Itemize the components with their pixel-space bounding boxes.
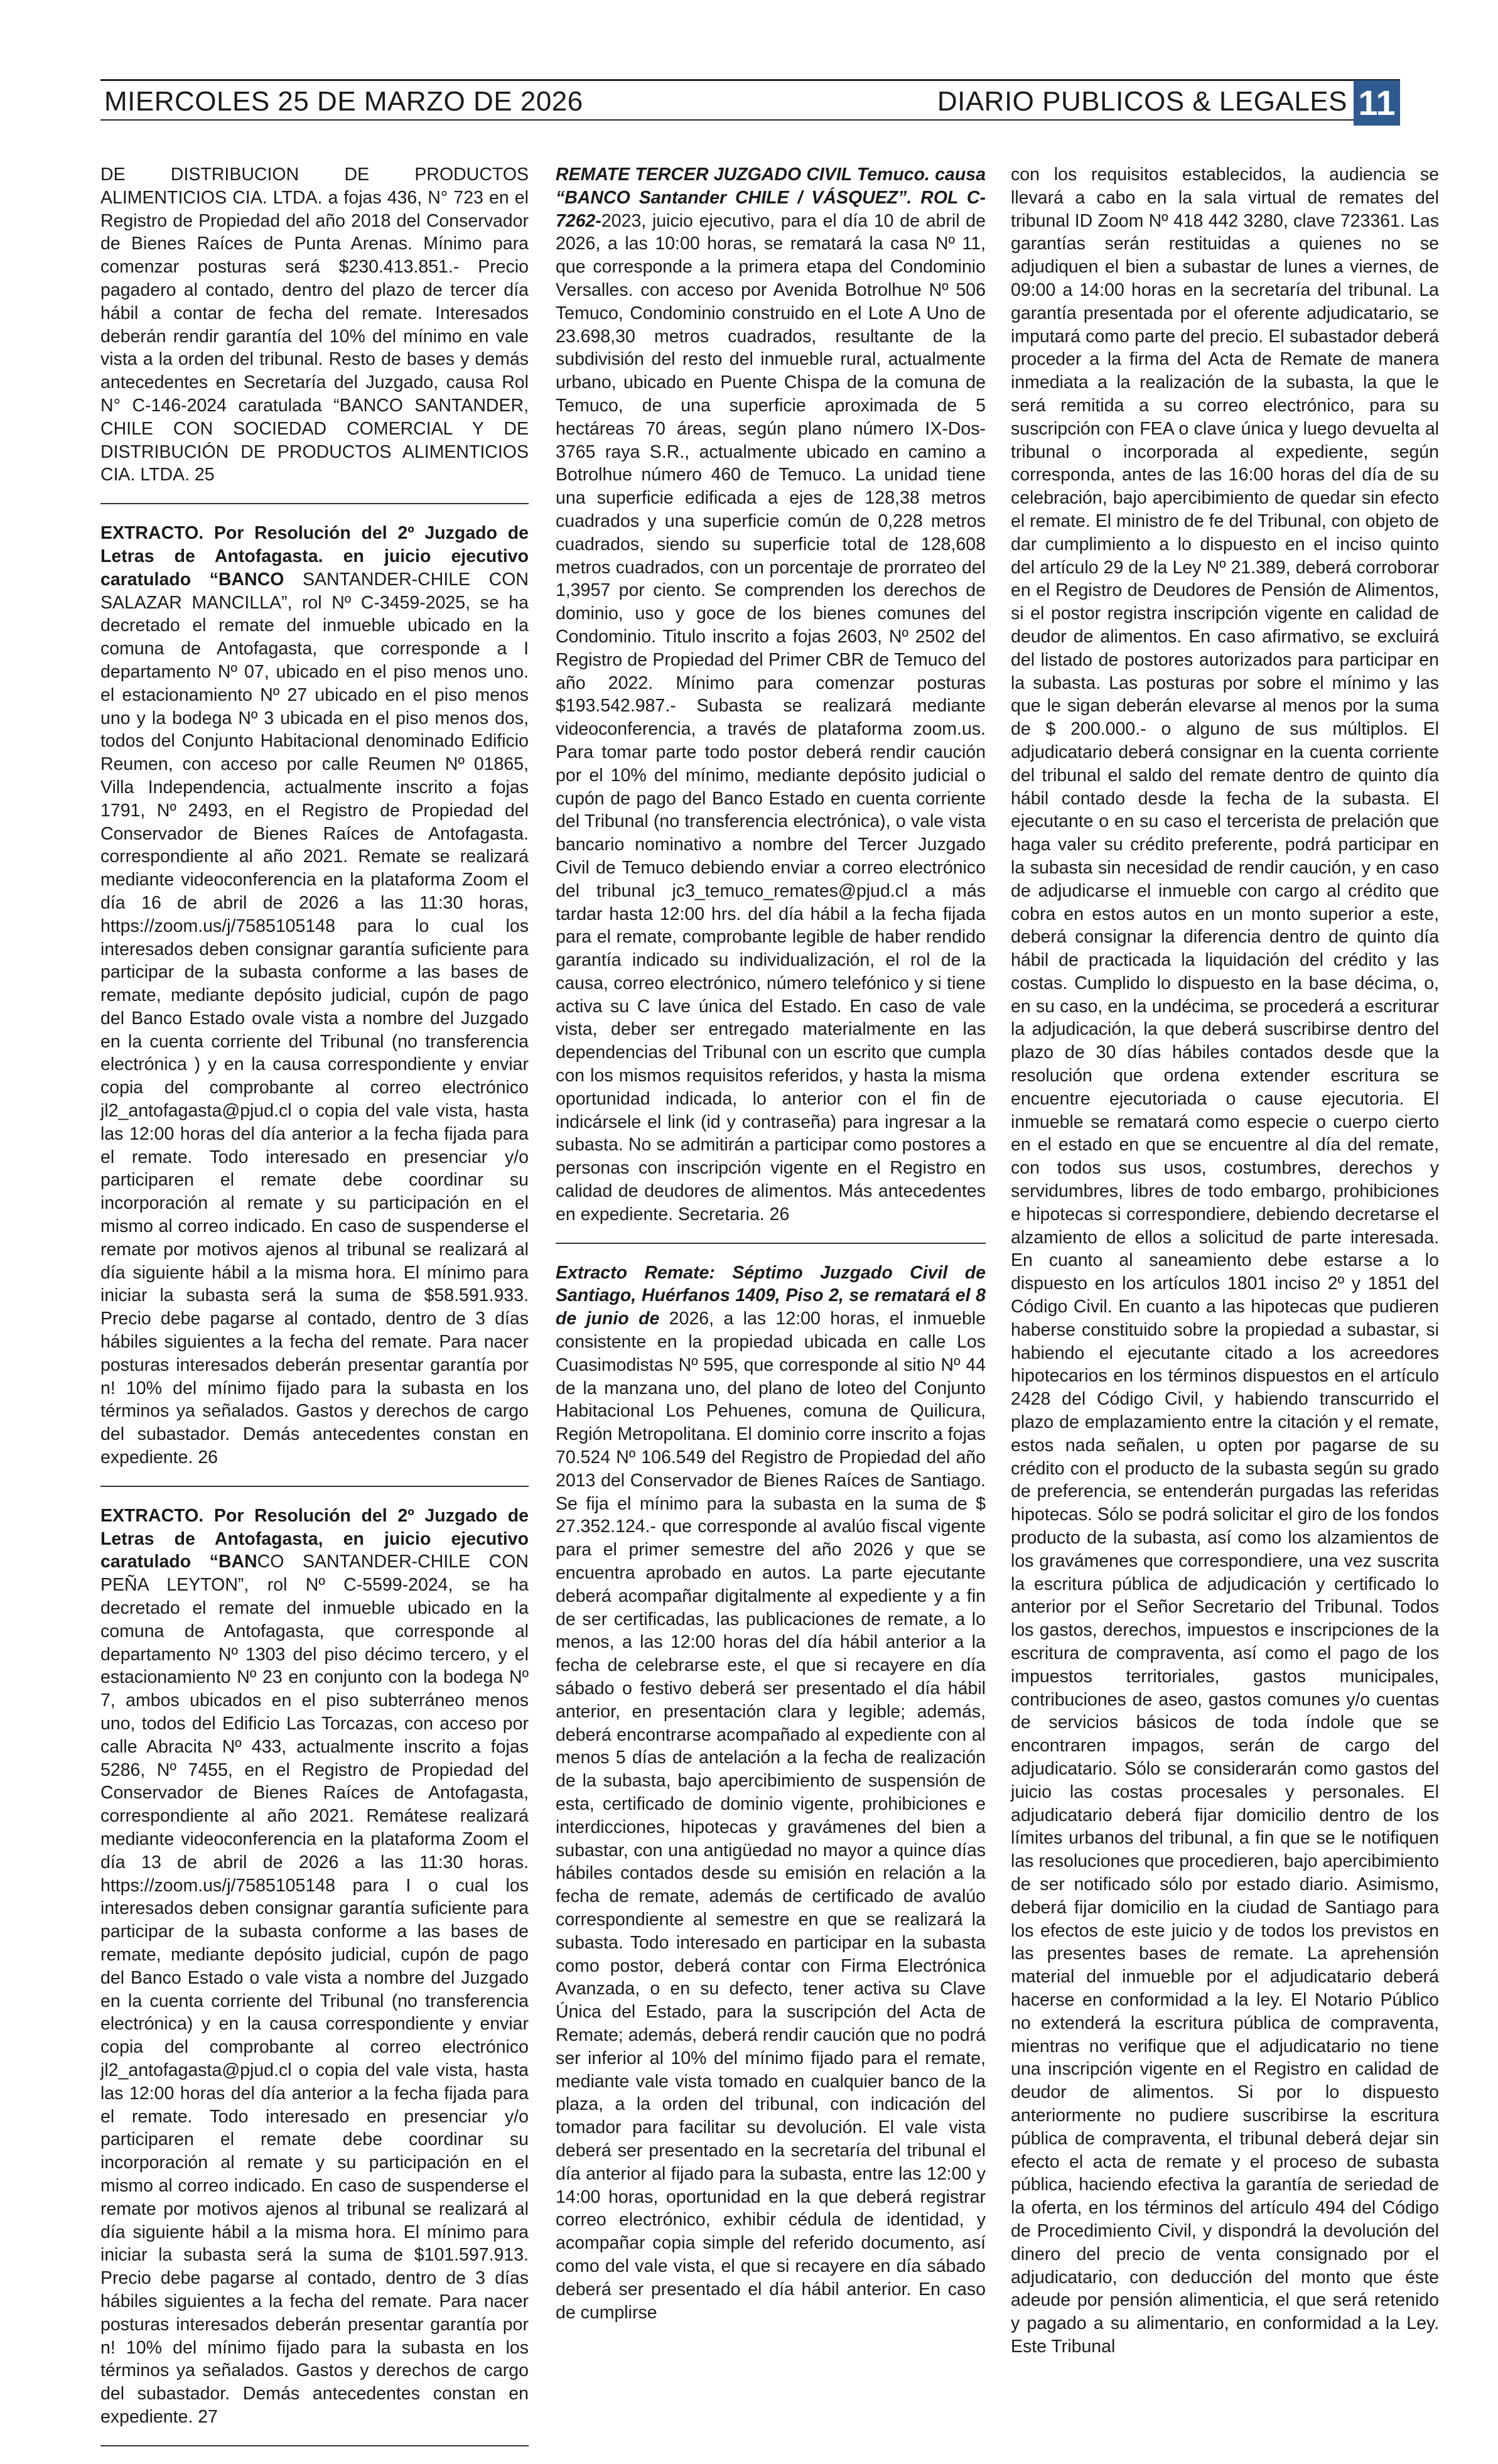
legal-notice — [100, 1505, 529, 2429]
notice-heading: Extracto Remate: Séptimo Juzgado Civil de Santiago, Huérfanos 1409, Piso 2, se rematará el 8 de junio de — [556, 1262, 986, 1329]
header-top-rule — [100, 79, 1400, 81]
notice-divider — [100, 503, 529, 504]
notice-body: 2026, a las 12:00 horas, el inmueble consistente en la propiedad ubicada en calle Los Cuasimodistas Nº 595, que corresponde al sitio Nº 44 de la manzana uno, del plano de loteo del Conjunto Habitacional Los Pehuenes, comuna de Quilicura, Región Metropolitana. El dominio corre inscrito a fojas 70.524 Nº 106.549 del Registro de Propiedad del año 2013 del Conservador de Bienes Raíces de Santiago. Se fija el mínimo para la subasta en la suma de $ 27.352.124.- que corresponde al avalúo fiscal vigente para el primer semestre del año 2026 y que se encuentra aprobado en autos. La parte ejecutante deberá acompañar digitalmente al expediente y a fin de ser certificadas, las publicaciones de remate, a lo menos, a las 12:00 horas del día hábil anterior a la fecha de celebrarse este, el que si recayere en día sábado o festivo deberá ser presentado el día hábil anterior, en presentación clara y legible; además, deberá encontrarse acompañado al expediente con al menos 5 días de antelación a la fecha de realización de la subasta, bajo apercibimiento de suspensión de esta, certificado de dominio vigente, prohibiciones e interdicciones, hipotecas y gravámenes del bien a subastar, con una antigüedad no mayor a quince días hábiles contados desde su emisión en relación a la fecha de remate, además de certificado de avalúo correspondiente al semestre en que se realizará la subasta. Todo interesado en participar en la subasta como postor, deberá contar con Firma Electrónica Avanzada, o en su defecto, tener activa su Clave Única del Estado, para la suscripción del Acta de Remate; además, deberá rendir caución que no podrá ser inferior al 10% del mínimo fijado para el remate, mediante vale vista tomado en cualquier banco de la plaza, a la orden del tribunal, con indicación del tomador para facilitar su devolución. El vale vista deberá ser presentado en la secretaría del tribunal el día anterior al fijado para la subasta, entre las 12:00 y 14:00 horas, oportunidad en la que deberá registrar correo electrónico, exhibir cédula de identidad, y acompañar copia simple del referido documento, así como del vale vista, el que si recayere en día sábado deberá ser presentado el día hábil anterior. En caso de cumplirse — [556, 1309, 986, 2323]
notice-text — [100, 1505, 529, 2429]
notice-body: con los requisitos establecidos, la audiencia se llevará a cabo en la sala virtual de remates del tribunal ID Zoom Nº 418 442 3280, clave 723361. Las garantías serán restituidas a quienes no se adjudiquen el bien a subastar de lunes a viernes, de 09:00 a 14:00 horas en la secretaría del tribunal. La garantía presentada por el oferente adjudicatario, se imputará como parte del precio. El subastador deberá proceder a la firma del Acta de Remate de manera inmediata a la realización de la subasta, la que le será remitida a su correo electrónico, para su suscripción con FEA o clave única y luego devuelta al tribunal o incorporada al expediente, según corresponda, antes de las 16:00 horas del día de su celebración, bajo apercibimiento de quedar sin efecto el remate. El ministro de fe del Tribunal, con objeto de dar cumplimiento a lo dispuesto en el inciso quinto del artículo 29 de la Ley Nº 21.389, deberá corroborar en el Registro de Deudores de Pensión de Alimentos, si el postor registra inscripción vigente en calidad de deudor de alimentos. En caso afirmativo, se excluirá del listado de postores autorizados para participar en la subasta. Las posturas por sobre el mínimo y las que le sigan deberán elevarse al menos por la suma de $ 200.000.- o alguno de sus múltiplos. El adjudicatario deberá consignar en la cuenta corriente del tribunal el saldo del remate dentro de quinto día hábil contado desde la fecha de la subasta. El ejecutante o en su caso el tercerista de prelación que haga valer su crédito preferente, podrá participar en la subasta sin necesidad de rendir caución, y en caso de adjudicarse el inmueble con cargo al crédito que cobra en estos autos en un monto superior a este, deberá consignar la diferencia dentro de quinto día hábil de practicada la liquidación del crédito y las costas. Cumplido lo dispuesto en la base décima, o, en su caso, en la undécima, se procederá a escriturar la adjudicación, la que deberá suscribirse dentro del plazo de 30 días hábiles contados desde que la resolución que ordena extender escritura se encuentre ejecutoriada o cause ejecutoria. El inmueble se rematará como especie o cuerpo cierto en el estado en que se encuentre al día del remate, con todos sus usos, costumbres, derechos y servidumbres, libres de todo embargo, prohibiciones e hipotecas si correspondiere, debiendo decretarse el alzamiento de ellos a solicitud de parte interesada. En cuanto al saneamiento debe estarse a lo dispuesto en los artículos 1801 inciso 2º y 1851 del Código Civil. En cuanto a las hipotecas que pudieren haberse constituido sobre la propiedad a subastar, si habiendo el ejecutante citado a los acreedores hipotecarios en los términos dispuestos en el artículo 2428 del Código Civil, y habiendo transcurrido el plazo de emplazamiento entre la citación y el remate, estos nada señalen, u opten por pagarse de su crédito con el producto de la subasta según su grado de preferencia, se entenderán purgadas las referidas hipotecas. Sólo se podrá solicitar el giro de los fondos producto de la subasta, así como los alzamientos de los gravámenes que correspondiere, una vez suscrita la escritura pública de adjudicación y certificado lo anterior por el Señor Secretario del Tribunal. Todos los gastos, derechos, impuestos e inscripciones de la escritura de compraventa, así como el pago de los impuestos territoriales, gastos municipales, contribuciones de aseo, gastos comunes y/o cuentas de servicios básicos de toda índole que se encontraren impagos, serán de cargo del adjudicatario. Sólo se considerarán como gastos del juicio las costas procesales y personales. El adjudicatario deberá fijar domicilio dentro de los límites urbanos del tribunal, a fin que se le notifiquen las resoluciones que procedieren, bajo apercibimiento de ser notificado sólo por estado diario. Asimismo, deberá fijar domicilio en la ciudad de Santiago para los efectos de este juicio y de todos los previstos en las presentes bases de remate. La aprehensión material del inmueble por el adjudicatario deberá hacerse en conformidad a la ley. El Notario Público no extenderá la escritura pública de compraventa, mientras no verifique que el adjudicatario no tiene una inscripción vigente en el Registro en calidad de deudor de alimentos. Si por lo dispuesto anteriormente no pudiere suscribirse la escritura pública de compraventa, el tribunal deberá dejar sin efecto el acta de remate y el proceso de subasta pública, haciendo efectiva la garantía de seriedad de la oferta, en los términos del artículo 494 del Código de Procedimiento Civil, y dispondrá la devolución del dinero del precio de venta consignado por el adjudicatario, con deducción del monto que éste adeude por pensión alimenticia, el que será retenido y pagado a su alimentario, en conformidad a la Ley. Este Tribunal — [1011, 165, 1439, 2357]
notice-divider — [100, 1486, 529, 1487]
notice-text — [556, 163, 986, 1226]
legal-notice — [100, 522, 529, 1469]
notice-text — [100, 522, 529, 1469]
notice-body: CO SANTANDER-CHILE CON PEÑA LEYTON”, rol Nº C-5599-2024, se ha decretado el remate del inmueble ubicado en la comuna de Antofagasta, que corresponde al departamento Nº 1303 del piso décimo tercero, y el estacionamiento Nº 23 en conjunto con la bodega Nº 7, ambos ubicados en el piso subterráneo menos uno, todos del Edificio Las Torcazas, con acceso por calle Abracita Nº 433, actualmente inscrito a fojas 5286, Nº 7455, en el Registro de Propiedad del Conservador de Bienes Raíces de Antofagasta, correspondiente al año 2021. Remátese realizará mediante videoconferencia en la plataforma Zoom el día 13 de abril de 2026 a las 11:30 horas. https://zoom.us/j/7585105148 para I o cual los interesados deben consignar garantía suficiente para participar de la subasta conforme a las bases de remate, mediante depósito judicial, cupón de pago del Banco Estado o vale vista a nombre del Juzgado en la cuenta corriente del Tribunal (no transferencia electrónica) y en la causa correspondiente y enviar copia del comprobante al correo electrónico jl2_antofagasta@pjud.cl o copia del vale vista, hasta las 12:00 horas del día anterior a la fecha fijada para el remate. Todo interesado en presenciar y/o participaren el remate debe coordinar su incorporación al remate y su participación en el mismo al correo indicado. En caso de suspenderse el remate por motivos ajenos al tribunal se realizará al día siguiente hábil a la misma hora. El mínimo para iniciar la subasta será la suma de $101.597.913. Precio debe pagarse al contado, dentro de 3 días hábiles siguientes a la fecha del remate. Para nacer posturas interesados deberán presentar garantía por n! 10% del mínimo fijado para la subasta en los términos ya señalados. Gastos y derechos de cargo del subastador. Demás antecedentes constan en expediente. 27 — [100, 1552, 529, 2427]
legal-notice — [556, 163, 986, 1226]
notice-heading: EXTRACTO. Por Resolución del 2º Juzgado de Letras de Antofagasta. en juicio ejecutivo caratulado “BANCO — [100, 523, 529, 590]
header-date: MIERCOLES 25 DE MARZO DE 2026 — [104, 86, 583, 117]
publication-name: DIARIO PUBLICOS & LEGALES — [937, 86, 1347, 117]
header-bottom-rule — [100, 119, 1360, 121]
notice-divider — [556, 1243, 986, 1244]
column-1 — [100, 163, 529, 2464]
notice-body: DE DISTRIBUCION DE PRODUCTOS ALIMENTICIOS CIA. LTDA. a fojas 436, N° 723 en el Registro de Propiedad del año 2018 del Conservador de Bienes Raíces de Punta Arenas. Mínimo para comenzar posturas será $230.413.851.- Precio pagadero al contado, dentro del plazo de tercer día hábil a contar de fecha del remate. Interesados deberán rendir garantía del 10% del mínimo en vale vista a la orden del tribunal. Resto de bases y demás antecedentes en Secretaría del Juzgado, causa Rol N° C-146-2024 caratulada “BANCO SANTANDER, CHILE CON SOCIEDAD COMERCIAL Y DE DISTRIBUCIÓN DE PRODUCTOS ALIMENTICIOS CIA. LTDA. 25 — [100, 165, 529, 485]
column-3 — [1011, 163, 1439, 2359]
legal-notice — [1011, 163, 1439, 2359]
legal-notice — [556, 1262, 986, 2325]
page-header — [100, 79, 1400, 124]
notice-body: SANTANDER-CHILE CON SALAZAR MANCILLA”, rol Nº C-3459-2025, se ha decretado el remate del inmueble ubicado en la comuna de Antofagasta, que corresponde a I departamento Nº 07, ubicado en el piso menos uno. el estacionamiento Nº 27 ubicado en el piso menos uno y la bodega Nº 3 ubicada en el piso menos dos, todos del Conjunto Habitacional denominado Edificio Reumen, con acceso por calle Reumen Nº 01865, Villa Independencia, actualmente inscrito a fojas 1791, Nº 2493, en el Registro de Propiedad del Conservador de Bienes Raíces de Antofagasta. correspondiente al año 2021. Remate se realizará mediante videoconferencia en la plataforma Zoom el día 16 de abril de 2026 a las 11:30 horas, https://zoom.us/j/7585105148 para lo cual los interesados deben consignar garantía suficiente para participar de la subasta conforme a las bases de remate, mediante depósito judicial, cupón de pago del Banco Estado ovale vista a nombre del Juzgado en la cuenta corriente del Tribunal (no transferencia electrónica ) y en la causa correspondiente y enviar copia del comprobante al correo electrónico jl2_antofagasta@pjud.cl o copia del vale vista, hasta las 12:00 horas del día anterior a la fecha fijada para el remate. Todo interesado en presenciar y/o participaren el remate debe coordinar su incorporación al remate y su participación en el mismo al correo indicado. En caso de suspenderse el remate por motivos ajenos al tribunal se realizará al día siguiente hábil a la misma hora. El mínimo para iniciar la subasta será la suma de $58.591.933. Precio debe pagarse al contado, dentro de 3 días hábiles siguientes a la fecha del remate. Para nacer posturas interesados deberán presentar garantía por n! 10% del mínimo fijado para la subasta en los términos ya señalados. Gastos y derechos de cargo del subastador. Demás antecedentes constan en expediente. 26 — [100, 569, 529, 1468]
column-2 — [556, 163, 986, 2324]
notice-heading: EXTRACTO. Por Resolución del 2º Juzgado de Letras de Antofagasta, en juicio ejecutivo caratulado “BAN — [100, 1505, 529, 1572]
legal-notice — [100, 163, 529, 487]
notice-body: 2023, juicio ejecutivo, para el día 10 de abril de 2026, a las 10:00 horas, se rematará la casa Nº 11, que corresponde a la primera etapa del Condominio Versalles. con acceso por Avenida Botrolhue Nº 506 Temuco, Condominio construido en el Lote A Uno de 23.698,30 metros cuadrados, resultante de la subdivisión del resto del inmueble rural, actualmente urbano, ubicado en Puente Chispa de la comuna de Temuco, de una superficie aproximada de 5 hectáreas 70 áreas, según plano número IX-Dos-3765 raya S.R., actualmente ubicado en camino a Botrolhue número 460 de Temuco. La unidad tiene una superficie edificada a ejes de 128,38 metros cuadrados y una superficie común de 0,228 metros cuadrados, siendo su superficie total de 128,608 metros cuadrados, con un porcentaje de prorrateo del 1,3957 por ciento. Se comprenden los derechos de dominio, uso y goce de los bienes comunes del Condominio. Titulo inscrito a fojas 2603, Nº 2502 del Registro de Propiedad del Primer CBR de Temuco del año 2022. Mínimo para comenzar posturas $193.542.987.- Subasta se realizará mediante videoconferencia, a través de plataforma zoom.us. Para tomar parte todo postor deberá rendir caución por el 10% del mínimo, mediante depósito judicial o cupón de pago del Banco Estado en cuenta corriente del Tribunal (no transferencia electrónica), o vale vista bancario nominativo a nombre del Tercer Juzgado Civil de Temuco debiendo enviar a correo electrónico del tribunal jc3_temuco_remates@pjud.cl a más tardar hasta 12:00 hrs. del día hábil a la fecha fijada para el remate, comprobante legible de haber rendido garantía indicado su individualización, el rol de la causa, correo electrónico, número telefónico y si tiene activa su C lave única del Estado. En caso de vale vista, deber ser entregado materialmente en las dependencias del Tribunal con un escrito que cumpla con los mismos requisitos referidos, y hasta la misma oportunidad indicada, lo anterior con el fin de indicársele el link (id y contraseña) para ingresar a la subasta. No se admitirán a participar como postores a personas con inscripción vigente en el Registro en calidad de deudores de alimentos. Más antecedentes en expediente. Secretaria. 26 — [556, 210, 986, 1224]
page-number-badge: 11 — [1354, 80, 1400, 126]
notice-divider — [100, 2445, 529, 2446]
notice-heading: REMATE TERCER JUZGADO CIVIL Temuco. causa “BANCO Santander CHILE / VÁSQUEZ”. ROL C-7262- — [556, 165, 986, 231]
notice-text — [556, 1262, 986, 2325]
